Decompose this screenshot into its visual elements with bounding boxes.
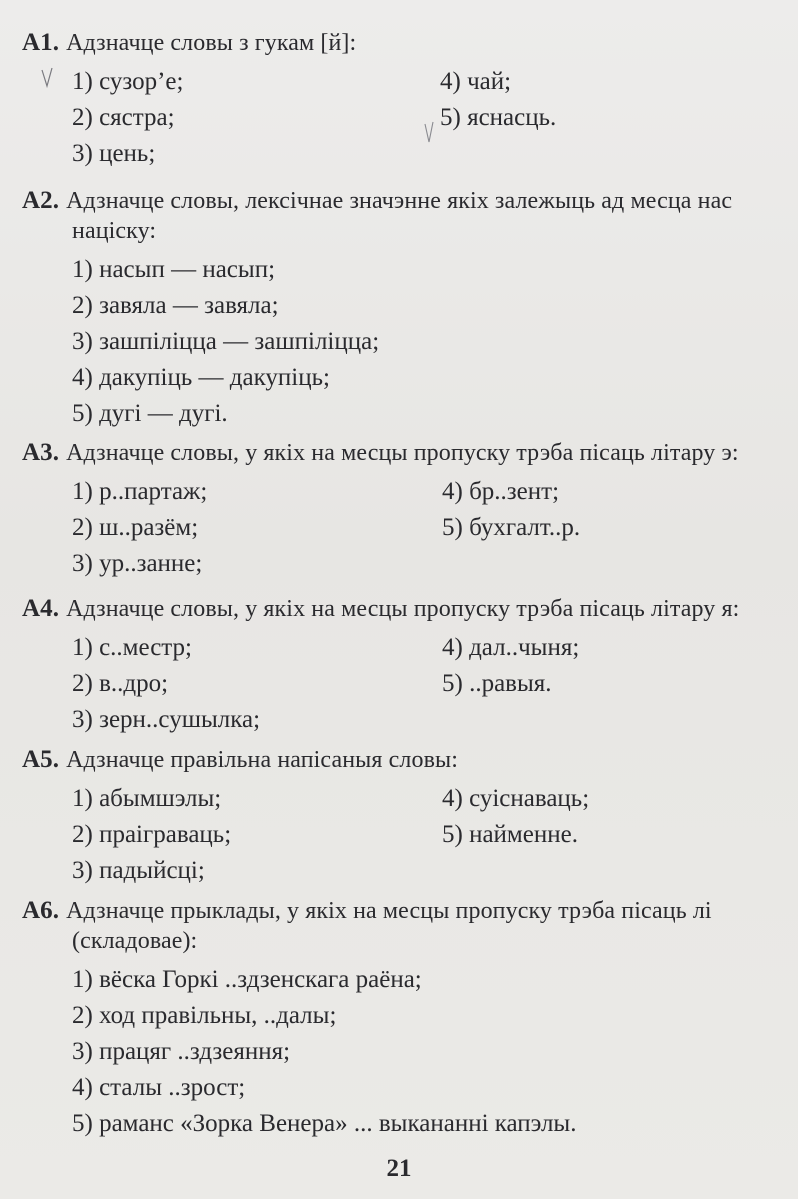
question-a2: [22, 186, 798, 432]
question-number: A6.: [22, 897, 60, 924]
question-title: [22, 896, 798, 956]
question-text: Адзначце словы, у якіх на месцы пропуску трэба пісаць літару э:: [66, 440, 739, 466]
option-3: 3) працяг ..здзеяння;: [72, 1038, 291, 1065]
option-5: 5) найменне.: [442, 821, 578, 848]
option-2: 2) ход правільны, ..далы;: [72, 1002, 337, 1029]
question-number: A4.: [22, 595, 60, 622]
question-text: Адзначце словы, у якіх на месцы пропуску трэба пісаць літару я:: [66, 596, 740, 622]
option-4: 4) сталы ..зрост;: [72, 1074, 246, 1101]
option-5: 5) раманс «Зорка Венера» ... выкананні капэлы.: [72, 1110, 577, 1137]
option-4: 4) дакупіць — дакупіць;: [72, 364, 330, 391]
option-5: 5) бухгалт..р.: [442, 514, 581, 541]
question-a1: [22, 28, 798, 172]
question-title: [22, 594, 798, 624]
question-text: Адзначце прыклады, у якіх на месцы пропуску трэба пісаць лі: [66, 898, 712, 924]
question-title: [22, 438, 798, 468]
question-a4: [22, 594, 798, 738]
pencil-check-mark: [422, 118, 436, 146]
option-2: 2) завяла — завяла;: [72, 292, 279, 319]
question-text: Адзначце правільна напісаныя словы:: [66, 747, 458, 773]
question-number: A5.: [22, 746, 60, 773]
question-text-continued: (складовае):: [72, 928, 198, 954]
option-2: 2) сястра;: [72, 104, 175, 131]
question-a6: [22, 896, 798, 1142]
question-title: [22, 28, 798, 58]
question-a5: [22, 745, 798, 889]
option-4: 4) бр..зент;: [442, 478, 560, 505]
option-4: 4) чай;: [440, 68, 512, 95]
question-number: A1.: [22, 29, 60, 56]
option-3: 3) зерн..сушылка;: [72, 706, 261, 733]
option-2: 2) в..дро;: [72, 670, 169, 697]
option-2: 2) ш..разём;: [72, 514, 199, 541]
option-3: 3) зашпіліцца — зашпіліцца;: [72, 328, 380, 355]
question-title: [22, 745, 798, 775]
option-3: 3) ур..занне;: [72, 550, 203, 577]
option-5: 5) ..равыя.: [442, 670, 552, 697]
question-text-continued: націску:: [72, 218, 157, 244]
option-3: 3) падыйсці;: [72, 857, 205, 884]
question-number: A3.: [22, 439, 60, 466]
question-text: Адзначце словы, лексічнае значэнне якіх залежыць ад месца нас: [66, 188, 733, 214]
option-3: 3) цень;: [72, 140, 156, 167]
pencil-check-mark: [40, 66, 54, 90]
question-title: [22, 186, 798, 246]
option-1: 1) с..местр;: [72, 634, 192, 661]
page-number: 21: [386, 1155, 412, 1182]
question-a3: [22, 438, 798, 582]
option-2: 2) праіграваць;: [72, 821, 232, 848]
option-1: 1) абымшэлы;: [72, 785, 222, 812]
option-5: 5) дугі — дугі.: [72, 400, 228, 427]
option-1: 1) насып — насып;: [72, 256, 276, 283]
option-5: 5) яснасць.: [440, 104, 557, 131]
option-1: 1) сузор’е;: [72, 68, 184, 95]
option-4: 4) дал..чыня;: [442, 634, 580, 661]
option-1: 1) вёска Горкі ..здзенскага раёна;: [72, 966, 422, 993]
question-number: A2.: [22, 187, 60, 214]
option-4: 4) суіснаваць;: [442, 785, 590, 812]
question-text: Адзначце словы з гукам [й]:: [66, 30, 357, 56]
option-1: 1) р..партаж;: [72, 478, 208, 505]
